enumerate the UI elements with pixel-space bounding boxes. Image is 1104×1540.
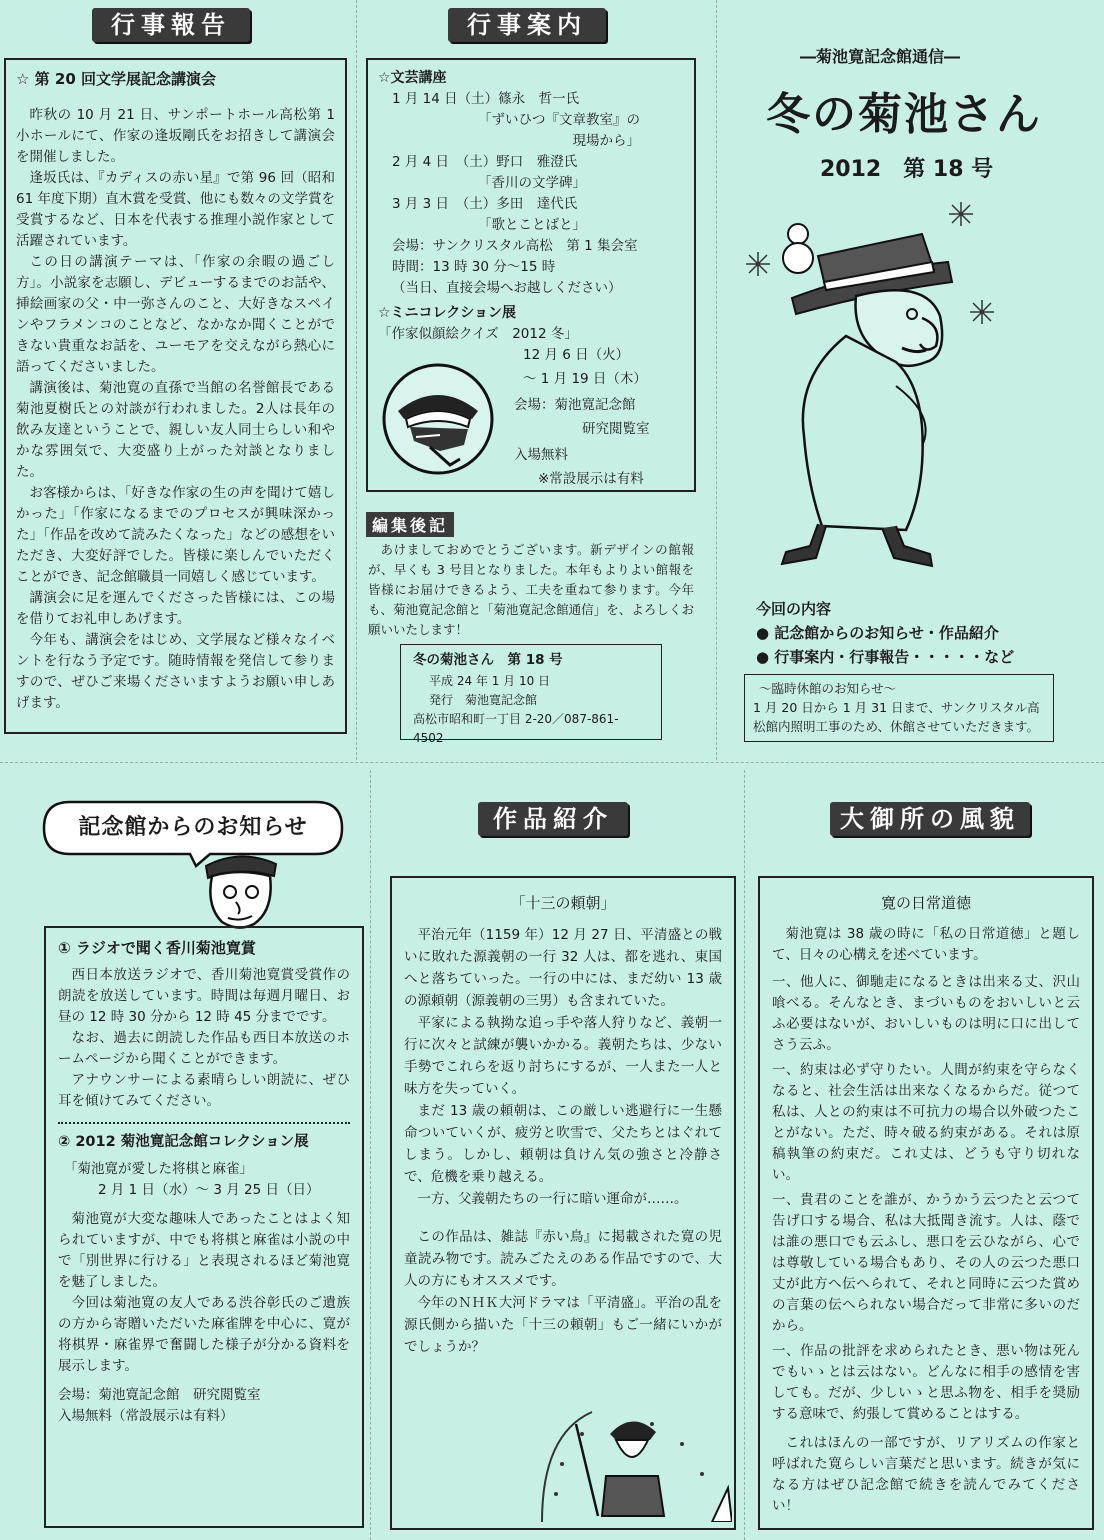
mini-name: 「作家似顔絵クイズ 2012 冬」 (378, 326, 578, 342)
lecture-item (378, 194, 684, 236)
contents-item: ● 行事案内・行事報告・・・・・など (756, 648, 1015, 666)
report-title: ☆ 第 20 回文学展記念講演会 (16, 70, 216, 88)
contents-label: 今回の内容 (756, 600, 832, 618)
essay-header: 大御所の風貌 (830, 802, 1030, 836)
lecture-topic: 「ずいひつ『文章教室』の (478, 112, 640, 128)
lecture-item (378, 89, 684, 152)
essay-item: 一、作品の批評を求められたとき、悪い物は死んでもいゝとは云はない。どんなに相手の感情を害しても。だが、少しいゝと思ふ物を、相手を奨励する意味で、約張して賞めることはする。 (772, 1343, 1080, 1422)
notice-box (44, 926, 364, 1528)
contents-item: ● 記念館からのお知らせ・作品紹介 (756, 624, 999, 642)
notice-paragraph: 西日本放送ラジオで、香川菊池寛賞受賞作の朗読を放送しています。時間は毎週月曜日、お昼の 12 時 30 分から 12 時 45 分までです。 (58, 967, 350, 1025)
divider (58, 1122, 350, 1124)
lecture-topic: 「香川の文学碑」 (478, 175, 586, 191)
report-header: 行事報告 (92, 8, 250, 42)
work-box (390, 876, 736, 1530)
lecture-date: 3 月 3 日 （土）多田 達代氏 (392, 196, 578, 212)
masthead-subtitle: ―菊池寛記念館通信― (800, 47, 961, 66)
report-paragraph: 今年も、講演会をはじめ、文学展など様々なイベントを行なう予定です。随時情報を発信して参りますので、ぜひご来場くださいますようお願い申しあげます。 (16, 632, 335, 711)
exhibit-venue: 会場：菊池寛記念館 研究閲覧室 (58, 1387, 261, 1403)
report-paragraph: お客様からは、「好きな作家の生の声を聞けて嬉しかった」「作家になるまでのプロセスが興味深かった」「作品を改めて読みたくなった」などの感想をいただき、大変好評でした。皆様に楽しんでいただくことができ、記念館職員一同嬉しく感じています。 (16, 485, 335, 585)
closure-title: ～臨時休館のお知らせ～ (759, 681, 897, 696)
lecture-topic: 現場から」 (478, 133, 640, 149)
mini-fee: 入場無料 (514, 447, 568, 463)
report-paragraph: 昨秋の 10 月 21 日、サンポートホール高松第 1 小ホールにて、作家の逢坂剛氏をお招きして講演会を開催しました。 (16, 107, 335, 165)
notice-item2-title: ② 2012 菊池寛記念館コレクション展 (58, 1134, 309, 1150)
editor-text: あけましておめでとうございます。新デザインの館報が、早くも 3 号目となりました。本年もよりよい館報を皆様にお届けできるよう、工夫を重ねて参ります。今年も、菊池寛記念館と「菊池寛記念館通信」を、よろしくお願いいたします！ (368, 542, 694, 637)
notice-paragraph: 今回は菊池寛の友人である渋谷彰氏のご遺族の方から寄贈いただいた麻雀牌を中心に、寛が将棋界・麻雀界で奮闘した様子が分かる資料を展示します。 (58, 1295, 350, 1374)
report-paragraph: 講演後は、菊池寛の直孫で当館の名誉館長である菊池夏樹氏との対談が行われました。2人は長年の飲み友達ということで、親しい友人同士らしい和やかな雰囲気で、大変盛り上がった対談となりました。 (16, 380, 335, 480)
work-paragraph: 今年のＮＨＫ大河ドラマは「平清盛」。平治の乱を源氏側から描いた「十三の頼朝」もご一緒にいかがでしょうか？ (404, 1295, 722, 1355)
notice-paragraph: 菊池寛が大変な趣味人であったことはよく知られていますが、中でも将棋と麻雀は小説の中で「別世界に行ける」と表現されるほど菊池寛を魅了しました。 (58, 1211, 350, 1290)
essay-item: 一、約束は必ず守りたい。人間が約束を守らなくなると、社会生活は出来なくなるからだ。従つて私は、人との約束は不可抗力の場合以外破つたことがない。ただ、時々破る約束がある。それは原稿執筆の約束だ。これ丈は、どうも守り切れない。 (772, 1062, 1080, 1183)
essay-intro: 菊池寛は 38 歳の時に「私の日常道徳」と題して、日々の心構えを述べています。 (772, 926, 1080, 963)
kikuchi-face-icon (198, 846, 282, 932)
yoritomo-illustration (532, 1404, 732, 1522)
report-paragraph: 逢坂氏は、『カディスの赤い星』で第 96 回（昭和 61 年度下期）直木賞を受賞、他にも数々の文学賞を受賞するなど、日本を代表する推理小説作家として活躍されています。 (16, 170, 335, 249)
events-box (366, 58, 696, 492)
closure-text: 1 月 20 日から 1 月 31 日まで、サンクリスタル高松館内照明工事のため、休館させていただきます。 (753, 700, 1040, 734)
essay-outro: これはほんの一部ですが、リアリズムの作家と呼ばれた寛らしい言葉だと思います。続きが気になる方はぜひ記念館で続きを読んでみてください！ (772, 1435, 1080, 1514)
lecture-item (378, 152, 684, 194)
colophon-date: 平成 24 年 1 月 10 日 (429, 674, 551, 688)
work-paragraph: まだ 13 歳の頼朝は、この厳しい逃避行に一生懸命ついていくが、疲労と吹雪で、父たちとはぐれてしまう。しかし、頼朝は負けん気の強さと冷静さで、危機を乗り越える。 (404, 1103, 722, 1185)
lecture-venue: 会場：サンクリスタル高松 第 1 集会室 (392, 238, 638, 254)
work-header: 作品紹介 (478, 802, 628, 836)
mini-title: ☆ミニコレクション展 (378, 305, 516, 321)
lecture-date: 1 月 14 日（土）篠永 哲一氏 (392, 91, 580, 107)
notice-bubble (40, 798, 346, 860)
report-paragraph: この日の講演テーマは、「作家の余暇の過ごし方」。小説家を志願し、デビューするまでのお話や、挿絵画家の父・中一弥さんのこと、大好きなスペインやフラメンコのことなど、なかなか聞くことができない貴重なお話を、ユーモアを交えながら熱心に語ってくださいました。 (16, 254, 335, 375)
essay-title: 寛の日常道徳 (880, 894, 971, 912)
essay-box (758, 876, 1094, 1530)
mini-note: ※常設展示は有料 (538, 471, 644, 487)
mini-date-end: ～ 1 月 19 日（木） (523, 371, 647, 387)
report-body (16, 105, 335, 714)
mini-date-start: 12 月 6 日（火） (523, 347, 630, 363)
exhibit-name: 「菊池寛が愛した将棋と麻雀」 (64, 1161, 253, 1177)
colophon-title: 冬の菊池さん 第 18 号 (413, 652, 563, 668)
issue-number: 2012 第 18 号 (820, 157, 994, 182)
mini-venue-room: 研究閲覧室 (582, 421, 650, 437)
notice-item1-title: ① ラジオで聞く香川菊池寛賞 (58, 939, 256, 957)
report-paragraph: 講演会に足を運んでくださった皆様には、この場を借りてお礼申しあげます。 (16, 590, 335, 627)
report-box (4, 58, 347, 734)
editor-header: 編集後記 (366, 512, 454, 537)
colophon-address: 高松市昭和町一丁目 2-20／087-861-4502 (413, 712, 619, 745)
work-paragraph: 一方、父義朝たちの一行に暗い運命が……。 (417, 1191, 688, 1207)
notice-header: 記念館からのお知らせ (78, 815, 308, 840)
lecture-time: 時間：13 時 30 分～15 時 (392, 259, 556, 275)
kikuchi-illustration (726, 186, 1026, 586)
hat-illustration (380, 361, 496, 477)
mini-venue: 会場：菊池寛記念館 (514, 397, 636, 413)
events-header: 行事案内 (448, 8, 606, 42)
lecture-date: 2 月 4 日 （土）野口 雅澄氏 (392, 154, 578, 170)
colophon-publisher: 発行 菊池寛記念館 (429, 693, 538, 707)
essay-item: 一、他人に、御馳走になるときは出来る丈、沢山喰べる。そんなとき、まづいものをおいしいと云ふ必要はないが、おいしいものは明に口に出してさう云ふ。 (772, 974, 1080, 1053)
work-title: 「十三の頼朝」 (510, 894, 616, 912)
work-paragraph: 平治元年（1159 年）12 月 27 日、平清盛との戦いに敗れた源義朝の一行 32 人は、都を逃れ、東国へと落ちていった。一行の中には、まだ幼い 13 歳の源頼朝（源義朝の三男）も含まれていた。 (404, 927, 722, 1009)
exhibit-fee: 入場無料（常設展示は有料） (58, 1408, 234, 1424)
closure-notice (744, 674, 1054, 742)
lecture-title: ☆文芸講座 (378, 70, 447, 86)
notice-paragraph: なお、過去に朗読した作品も西日本放送のホームページから聞くことができます。 (58, 1030, 350, 1067)
notice-paragraph: アナウンサーによる素晴らしい朗読に、ぜひ耳を傾けてみてください。 (58, 1072, 350, 1109)
lecture-topic: 「歌とことばと」 (478, 217, 586, 233)
masthead-title: 冬の菊池さん (766, 89, 1042, 140)
work-paragraph: この作品は、雑誌『赤い鳥』に掲載された寛の児童読み物です。読みごたえのある作品ですので、大人の方にもオススメです。 (404, 1229, 722, 1289)
lecture-note: （当日、直接会場へお越しください） (392, 280, 622, 296)
exhibit-date: 2 月 1 日（水）～ 3 月 25 日（日） (98, 1182, 320, 1198)
essay-item: 一、貴君のことを誰が、かうかう云つたと云つて告げ口する場合、私は大抵聞き流す。人は、蔭では誰の悪口でも云ふし、悪口を云ひながら、心では尊敬している場合もあり、その人の云つた悪口丈が此方へ伝へられて、それと同時に云つた賞めの言葉の伝へられない場合だって非常に多いのだから。 (772, 1192, 1080, 1334)
colophon-box (400, 644, 662, 745)
work-paragraph: 平家による執拗な追っ手や落人狩りなど、義朝一行に次々と試練が襲いかかる。義朝たちは、少ない手勢でこれらを返り討ちにするが、一人また一人と味方を失っていく。 (404, 1015, 722, 1097)
